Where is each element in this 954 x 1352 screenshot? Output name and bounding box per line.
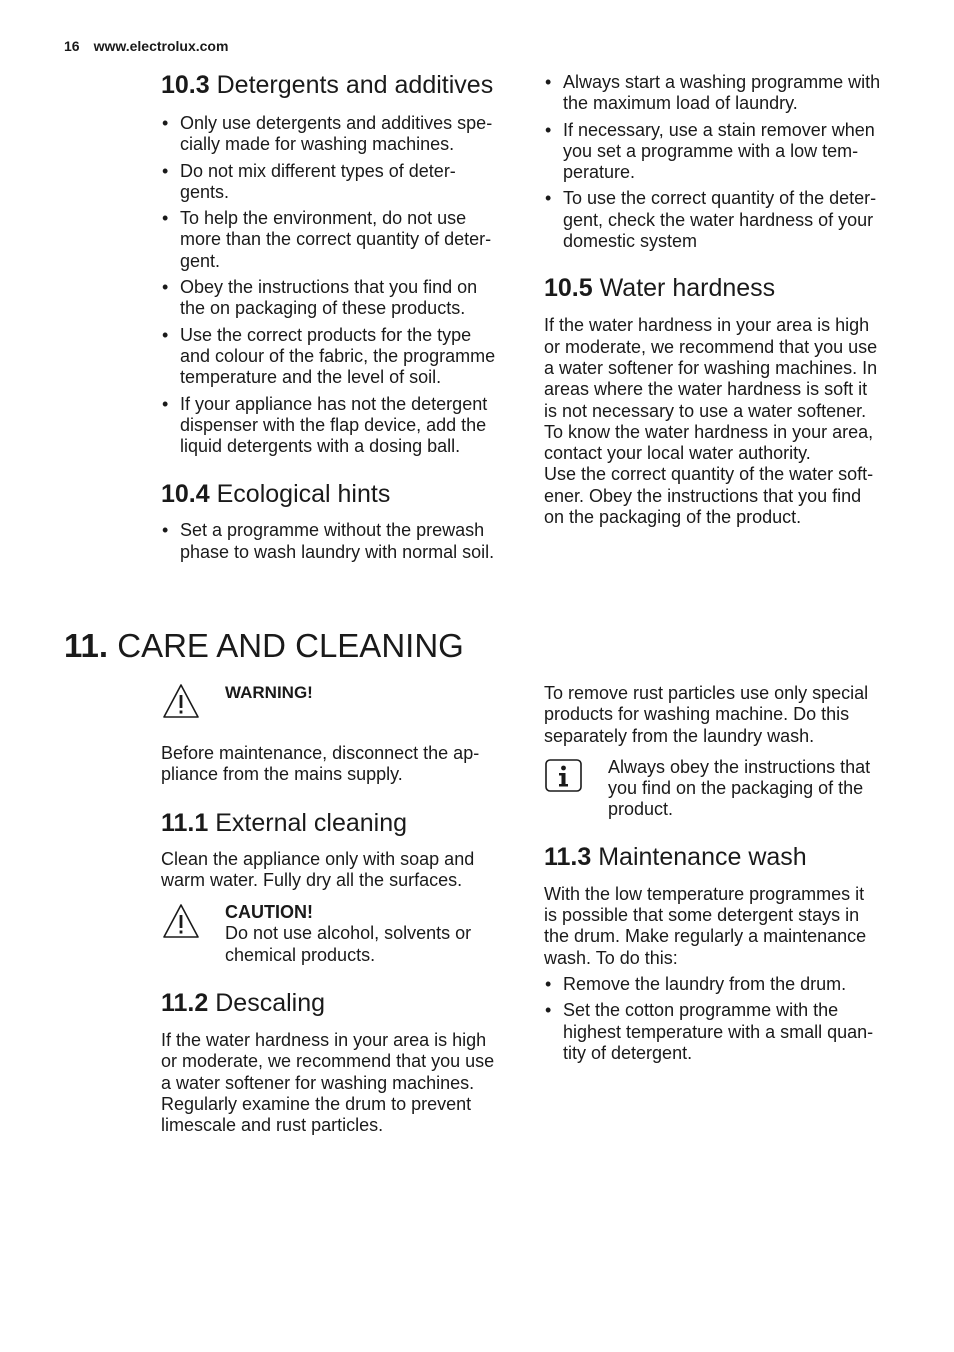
section-11-3-heading: 11.3 Maintenance wash <box>544 842 807 871</box>
right-column-lower <box>544 683 904 1069</box>
external-cleaning-body: Clean the appliance only with soap and warm water. Fully dry all the surfaces. <box>161 848 475 890</box>
left-column-upper <box>161 70 521 568</box>
caution-text <box>161 902 521 966</box>
washing-tips-list <box>544 72 904 252</box>
list-item: • To use the correct quantity of the deter- gent, check the water hardness of your domestic system <box>544 188 904 252</box>
warning-body: Before maintenance, disconnect the ap- pliance from the mains supply. <box>161 743 480 785</box>
info-notice <box>544 757 904 821</box>
maintenance-steps-list <box>544 974 904 1064</box>
warning-notice <box>161 682 521 726</box>
chapter-11-heading: 11. CARE AND CLEANING <box>64 627 464 664</box>
info-icon <box>544 757 584 795</box>
page-header <box>64 38 228 54</box>
page-number: 16 <box>64 38 80 54</box>
warning-label: WARNING! <box>225 683 313 702</box>
section-10-3-heading: 10.3 Detergents and additives <box>161 71 494 99</box>
list-item: • Set a programme without the prewash phase to wash laundry with normal soil. <box>161 520 521 563</box>
warning-triangle-icon <box>161 682 201 720</box>
right-column-upper <box>544 72 904 528</box>
list-item: • If necessary, use a stain remover when you set a programme with a low tem- perature. <box>544 120 904 184</box>
website-link[interactable]: www.electrolux.com <box>93 38 229 54</box>
list-item: • Use the correct products for the type and colour of the fabric, the programme temperature and the level of soil. <box>161 325 521 389</box>
list-item: • Remove the laundry from the drum. <box>544 974 904 995</box>
list-item: • Set the cotton programme with the highest temperature with a small quan- tity of detergent. <box>544 1000 904 1064</box>
warning-triangle-icon <box>161 902 201 940</box>
section-10-5-heading: 10.5 Water hardness <box>544 274 776 303</box>
left-column-lower <box>161 682 521 1137</box>
caution-label: CAUTION! <box>225 902 313 923</box>
list-item: • Do not mix different types of deter- gents. <box>161 161 521 204</box>
descaling-body: If the water hardness in your area is high or moderate, we recommend that you use a water softener for washing machines. Regularly examine the drum to prevent limescale and rust particles. <box>161 1030 495 1136</box>
info-text: Always obey the instructions that you find on the packaging of the product. <box>608 756 871 820</box>
water-hardness-body: If the water hardness in your area is high or moderate, we recommend that you use a water softener for washing machines. In areas where the water hardness is soft it is not necessary to use a water softener. To know the water hardness in your area, contact your local water authority. Use the correct quantity of the water soft- ener. Obey the instructions that you find on the packaging of the product. <box>544 315 878 528</box>
caution-notice <box>161 902 521 966</box>
section-11-1-heading: 11.1 External cleaning <box>161 808 408 837</box>
list-item: • Obey the instructions that you find on the on packaging of these products. <box>161 277 521 320</box>
ecological-hints-list <box>161 520 521 563</box>
maintenance-wash-body: With the low temperature programmes it is possible that some detergent stays in the drum. Make regularly a maintenance wash. To do this: <box>544 883 867 968</box>
list-item: • Only use detergents and additives spe- cially made for washing machines. <box>161 113 521 156</box>
list-item: • To help the environment, do not use more than the correct quantity of deter- gent. <box>161 208 521 272</box>
rust-removal-body: To remove rust particles use only special products for washing machine. Do this separately from the laundry wash. <box>544 683 869 746</box>
list-item: • If your appliance has not the detergent dispenser with the flap device, add the liquid detergents with a dosing ball. <box>161 394 521 458</box>
caution-body: Do not use alcohol, solvents or chemical products. <box>225 923 472 965</box>
list-item: • Always start a washing programme with the maximum load of laundry. <box>544 72 904 115</box>
section-11-2-heading: 11.2 Descaling <box>161 989 326 1018</box>
section-10-4-heading: 10.4 Ecological hints <box>161 480 391 509</box>
detergents-list <box>161 113 521 457</box>
